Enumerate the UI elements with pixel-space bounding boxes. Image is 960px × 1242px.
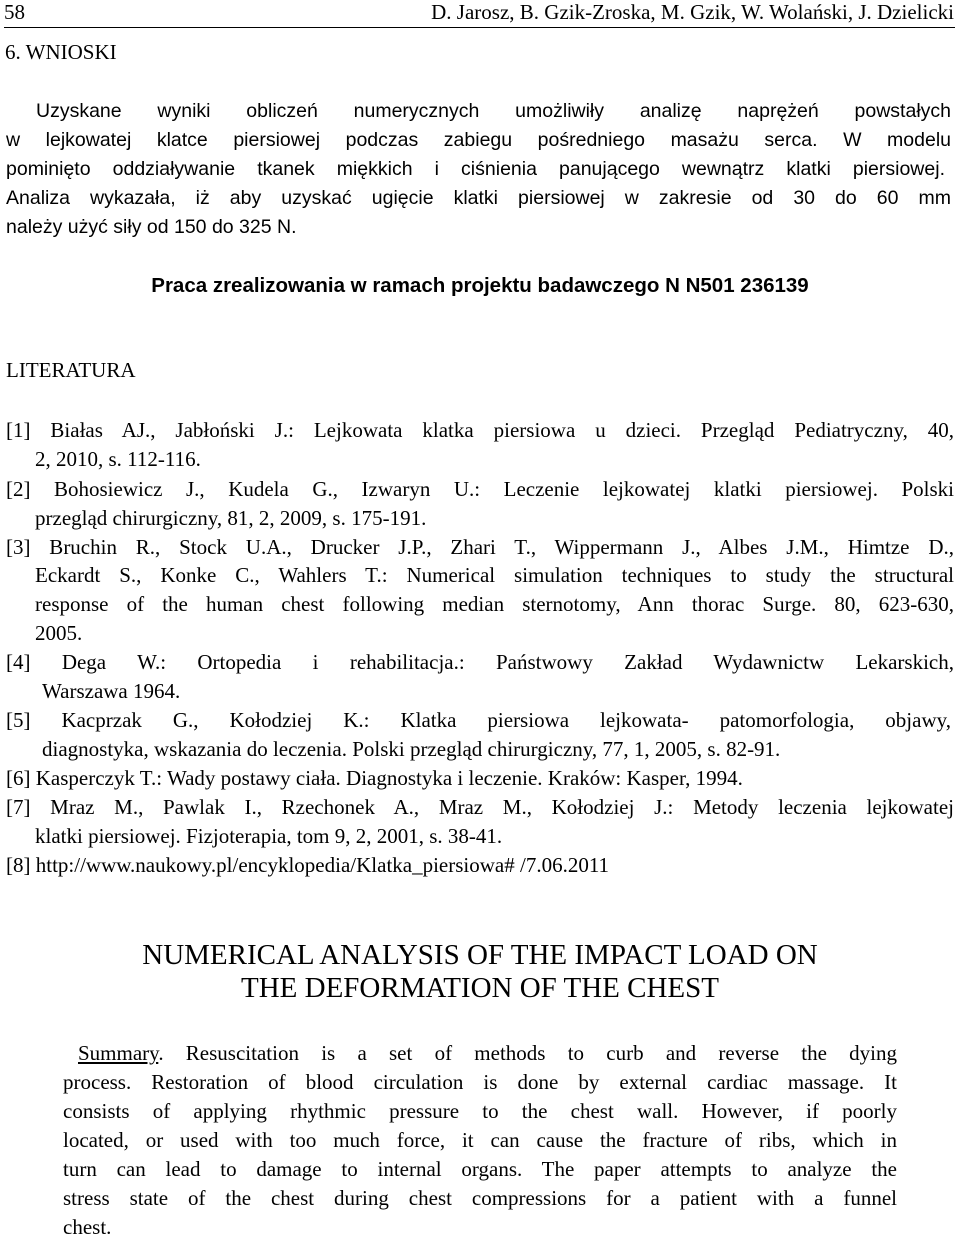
conclusions-line: Analiza wykazała, iż aby uzyskać ugięcie klatki piersiowej w zakresie od 30 do 60 mm xyxy=(6,187,951,209)
conclusions-line: pominięto oddziaływanie tkanek miękkich i ciśnienia panującego wewnątrz klatki piersiowej. xyxy=(6,158,945,180)
funding-note: Praca zrealizowania w ramach projektu badawczego N N501 236139 xyxy=(151,274,809,297)
reference-line: [2] Bohosiewicz J., Kudela G., Izwaryn U.: Leczenie lejkowatej klatki piersiowej. Polski xyxy=(6,477,954,501)
reference-line: [7] Mraz M., Pawlak I., Rzechonek A., Mraz M., Kołodziej J.: Metody leczenia lejkowatej xyxy=(6,795,954,819)
conclusions-line: w lejkowatej klatce piersiowej podczas zabiegu pośredniego masażu serca. W modelu xyxy=(6,129,951,151)
summary-line: stress state of the chest during chest compressions for a patient with a funnel xyxy=(63,1186,897,1210)
summary-line: process. Restoration of blood circulation is done by external cardiac massage. It xyxy=(63,1070,897,1094)
section-heading-references: LITERATURA xyxy=(6,358,136,382)
reference-line: [5] Kacprzak G., Kołodziej K.: Klatka piersiowa lejkowata- patomorfologia, objawy, xyxy=(6,708,951,732)
summary-line: chest. xyxy=(63,1215,112,1239)
summary-line: consists of applying rhythmic pressure to the chest wall. However, if poorly xyxy=(63,1099,897,1123)
reference-line: [1] Białas AJ., Jabłoński J.: Lejkowata klatka piersiowa u dzieci. Przegląd Pediatryczny, 40, xyxy=(6,418,954,442)
summary-line: located, or used with too much force, it can cause the fracture of ribs, which in xyxy=(63,1128,897,1152)
reference-line: [3] Bruchin R., Stock U.A., Drucker J.P., Zhari T., Wippermann J., Albes J.M., Himtze D., xyxy=(6,535,954,559)
conclusions-line: Uzyskane wyniki obliczeń numerycznych umożliwiły analizę naprężeń powstałych xyxy=(36,100,951,122)
running-header-authors: D. Jarosz, B. Gzik-Zroska, M. Gzik, W. Wolański, J. Dzielicki xyxy=(431,0,954,24)
summary-first-line-text: . Resuscitation is a set of methods to curb and reverse the dying xyxy=(158,1041,897,1065)
header-rule xyxy=(4,27,955,28)
reference-line: przegląd chirurgiczny, 81, 2, 2009, s. 175-191. xyxy=(35,506,427,530)
reference-line: diagnostyka, wskazania do leczenia. Polski przegląd chirurgiczny, 77, 1, 2005, s. 82-91. xyxy=(42,737,781,761)
conclusions-line: należy użyć siły od 150 do 325 N. xyxy=(6,216,297,238)
reference-line: [6] Kasperczyk T.: Wady postawy ciała. Diagnostyka i leczenie. Kraków: Kasper, 1994. xyxy=(6,766,743,790)
summary-line xyxy=(78,1039,897,1068)
reference-line: [4] Dega W.: Ortopedia i rehabilitacja.: Państwowy Zakład Wydawnictw Lekarskich, xyxy=(6,650,954,674)
reference-line: 2005. xyxy=(35,621,83,645)
section-heading-conclusions: 6. WNIOSKI xyxy=(5,40,117,64)
summary-line: turn can lead to damage to internal organs. The paper attempts to analyze the xyxy=(63,1157,897,1181)
reference-line: response of the human chest following median sternotomy, Ann thorac Surge. 80, 623-630, xyxy=(35,592,954,616)
reference-line reference-url: [8] http://www.naukowy.pl/encyklopedia/Klatka_piersiowa# /7.06.2011 xyxy=(6,853,610,877)
page-number: 58 xyxy=(4,0,25,24)
reference-line: 2, 2010, s. 112-116. xyxy=(35,447,201,471)
reference-line: klatki piersiowej. Fizjoterapia, tom 9, 2, 2001, s. 38-41. xyxy=(35,824,503,848)
english-title-line-2: THE DEFORMATION OF THE CHEST xyxy=(241,972,719,1004)
reference-line: Eckardt S., Konke C., Wahlers T.: Numerical simulation techniques to study the structural xyxy=(35,563,954,587)
english-title-line-1: NUMERICAL ANALYSIS OF THE IMPACT LOAD ON xyxy=(142,939,818,971)
reference-line: Warszawa 1964. xyxy=(42,679,181,703)
summary-label: Summary xyxy=(78,1041,159,1065)
